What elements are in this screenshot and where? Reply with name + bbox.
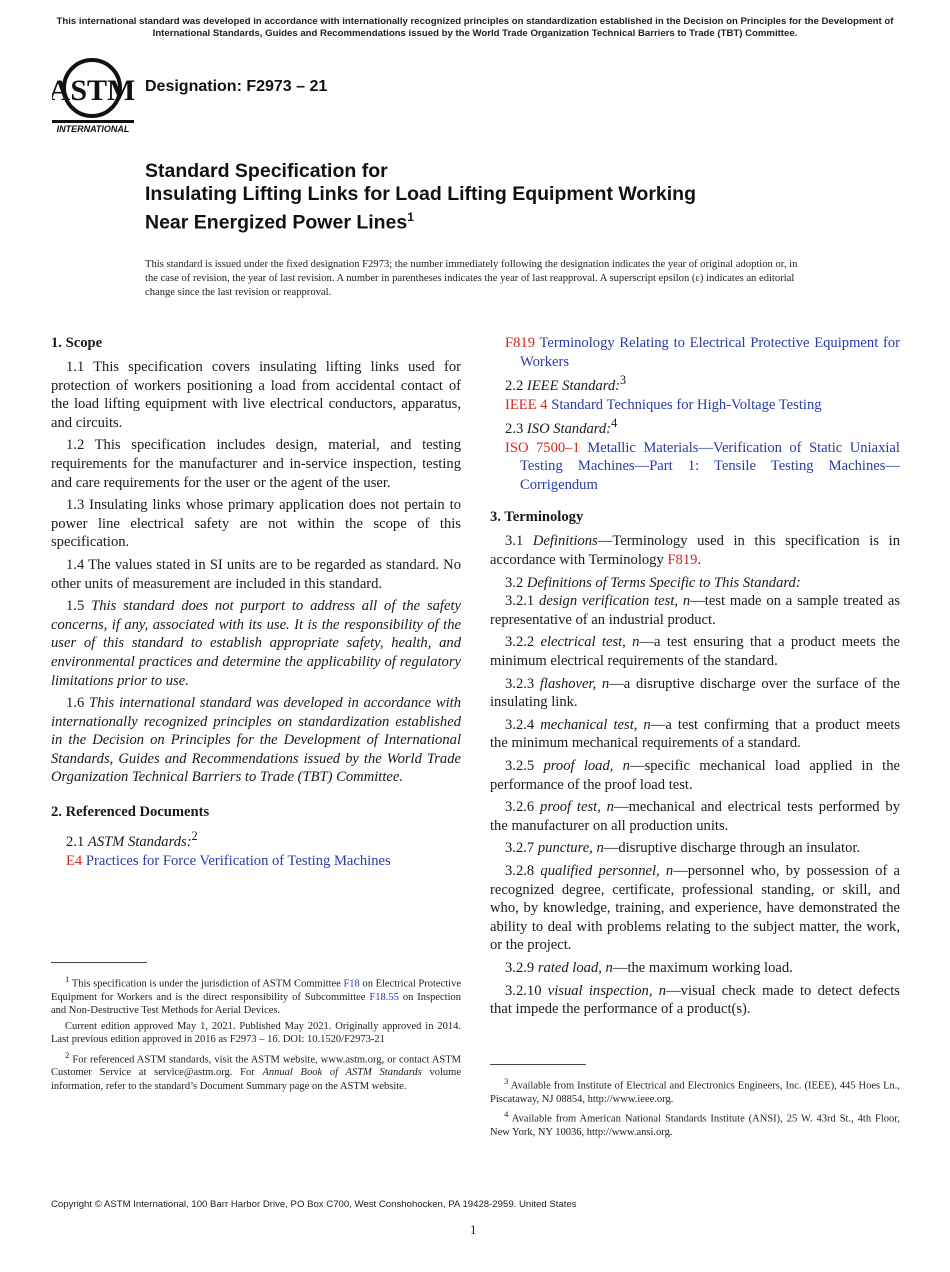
- definition-term: proof load, n: [543, 758, 630, 774]
- definition-item: [490, 675, 900, 712]
- definition-num: 3.2.3: [505, 675, 535, 692]
- definition-num: 3.2.2: [505, 634, 535, 651]
- para-1-1: 1.1 This specification covers insulating lifting links used for protection of workers positioning a load from accidental contact of the load lifting equipment with live electrical conductors, apparatus, and circuits.: [51, 359, 461, 431]
- d31-num: 3.1: [505, 533, 524, 550]
- para-1-2: 1.2 This specification includes design, material, and testing requirements for the manufacturer and in-service inspection, testing and care requirements for the user or the agent of the user.: [51, 437, 461, 491]
- fn2-a: For referenced ASTM standards, visit the ASTM website, www.astm.org, or contact ASTM Customer Service at service@astm.org. For: [51, 1054, 462, 1079]
- ref-e4[interactable]: [51, 852, 461, 871]
- astm-standards-label: [51, 827, 461, 851]
- definition-term: qualified personnel, n: [540, 862, 674, 879]
- para-3-2: [490, 574, 900, 593]
- designation: Designation: F2973 – 21: [145, 78, 328, 95]
- ref-f819-title[interactable]: Terminology Relating to Electrical Protective Equipment for Workers: [520, 335, 900, 370]
- ref-f819-code[interactable]: F819: [505, 335, 536, 351]
- definition-text: —a test confirming that a product meets the minimum mechanical requirements of a standard.: [490, 716, 900, 752]
- definition-item: [490, 757, 900, 794]
- fn4-mark: 4: [504, 1109, 509, 1120]
- definition-num: 3.2.6: [505, 799, 535, 816]
- title-line-3: Near Energized Power Lines: [145, 211, 408, 234]
- para-1-5: [51, 597, 461, 690]
- footnote-divider-right: [490, 1064, 586, 1065]
- definition-term: electrical test, n: [540, 634, 640, 651]
- title-line-1: Standard Specification for: [145, 160, 388, 182]
- definition-text: —disruptive discharge through an insulator.: [603, 840, 861, 857]
- issued-under-note: This standard is issued under the fixed designation F2973; the number immediately following the designation indicates the year of original adoption or, in the case of revision, the year of last revision. A number in parentheses indicates the year of last reapproval. A superscript epsilon (ε) indicates an editorial change since the last revision or reapproval.: [145, 259, 798, 298]
- title-footnote-mark: 1: [407, 210, 414, 224]
- section-referenced-heading: 2. Referenced Documents: [51, 804, 210, 821]
- ieee-fn-mark: 3: [620, 373, 627, 388]
- section-scope-heading: 1. Scope: [51, 335, 103, 351]
- definition-num: 3.2.1: [505, 593, 535, 610]
- page-number: 1: [470, 1222, 477, 1237]
- para-1-6-num: 1.6: [66, 695, 85, 712]
- definition-item: [490, 839, 900, 858]
- footnote-3: [490, 1075, 900, 1106]
- standards-notice: This international standard was developed in accordance with internationally recognized principles on standardization established in the Decision on Principles for the Development of International Standards, Guides and Recommendations issued by the World Trade Organization Technical Barriers to Trade (TBT) Committee.: [56, 16, 894, 39]
- astm-label: ASTM Standards:: [87, 833, 192, 850]
- ieee-num: 2.2: [505, 378, 524, 395]
- definition-num: 3.2.4: [505, 716, 535, 733]
- para-1-3: 1.3 Insulating links whose primary application does not pertain to power line electrical safety are not within the scope of this specification.: [51, 497, 461, 551]
- fn1-mark: 1: [65, 974, 70, 984]
- footnote-4: [490, 1108, 900, 1139]
- ieee-label: IEEE Standard:: [526, 378, 620, 395]
- ref-ieee4-code[interactable]: IEEE 4: [505, 396, 548, 413]
- definition-text: —personnel who, by possession of a recognized degree, certificate, professional standing, or skill, and who, by knowledge, training, and experience, have demonstrated the ability to deal with problems relating to the subject matter, the work, or the project.: [490, 862, 900, 954]
- definition-item: [490, 798, 900, 835]
- fn2-b: volume information, refer to the standard’s Document Summary page on the ASTM website.: [51, 1067, 462, 1092]
- ref-ieee4[interactable]: [490, 396, 900, 415]
- ref-iso7500[interactable]: [490, 439, 900, 495]
- para-1-6-text: This international standard was developed in accordance with internationally recognized principles on standardization established in the Decision on Principles for the Development of International Standards, Guides and Recommendations issued by the World Trade Organization Technical Barriers to Trade (TBT) Committee.: [51, 695, 462, 786]
- footnote-2: [51, 1049, 461, 1094]
- footnote-1: [51, 973, 461, 1018]
- para-1-5-num: 1.5: [66, 598, 85, 615]
- iso-standard-label: [490, 414, 900, 438]
- footnote-divider-left: [51, 962, 147, 963]
- fn1-link-f18[interactable]: F18: [343, 978, 360, 990]
- definition-text: —mechanical and electrical tests performed by the manufacturer on all production units.: [490, 799, 900, 834]
- definition-text: —test made on a sample treated as representative of an industrial product.: [490, 593, 900, 628]
- definition-text: —the maximum working load.: [612, 959, 793, 976]
- fn2-italic: Annual Book of ASTM Standards: [262, 1067, 422, 1079]
- para-1-5-text: This standard does not purport to address all of the safety concerns, if any, associated with its use. It is the responsibility of the user of this standard to establish appropriate safety, health, and environmental practices and determine the applicability of regulatory limitations prior to use.: [51, 598, 461, 689]
- right-column: [490, 334, 900, 1023]
- para-1-4: 1.4 The values stated in SI units are to be regarded as standard. No other units of measurement are included in this standard.: [51, 556, 461, 592]
- title-line-2: Insulating Lifting Links for Load Lifting Equipment Working: [145, 183, 697, 205]
- definition-item: [490, 592, 900, 629]
- iso-num: 2.3: [505, 421, 524, 438]
- fn1-b: on Electrical Protective Equipment for Workers and is the direct responsibility of Subcommittee: [51, 978, 462, 1003]
- section-terminology-heading: 3. Terminology: [490, 509, 584, 526]
- definition-term: visual inspection, n: [547, 982, 667, 999]
- footnotes-right: [490, 1075, 900, 1142]
- ref-iso-code[interactable]: ISO 7500–1: [505, 439, 580, 456]
- d31-link-f819[interactable]: F819: [667, 552, 698, 569]
- para-3-1: [490, 532, 900, 569]
- definition-term: flashover, n: [539, 675, 610, 692]
- document-title: [145, 160, 845, 235]
- fn2-mark: 2: [65, 1049, 70, 1060]
- definition-item: [490, 862, 900, 955]
- definition-term: mechanical test, n: [540, 716, 651, 733]
- ieee-standard-label: [490, 371, 900, 395]
- d31-end: .: [697, 552, 702, 569]
- footnotes-left: [51, 973, 461, 1095]
- svg-text:ASTM: ASTM: [52, 74, 136, 107]
- d31-term: Definitions: [532, 533, 598, 550]
- definition-term: proof test, n: [540, 799, 614, 816]
- definition-term: design verification test, n: [539, 593, 691, 610]
- astm-logo: [52, 56, 136, 134]
- definition-text: —visual check made to detect defects that impede the performance of a product(s).: [490, 982, 900, 1018]
- footnote-1-edition: Current edition approved May 1, 2021. Published May 2021. Originally approved in 2014. Last previous edition approved in 2016 as F2973 – 16. DOI: 10.1520/F2973-21: [51, 1020, 461, 1046]
- ref-f819[interactable]: [490, 334, 900, 371]
- fn3-mark: 3: [504, 1076, 509, 1086]
- definition-text: —specific mechanical load applied in the performance of the proof load test.: [490, 758, 900, 793]
- left-column: [51, 334, 461, 870]
- iso-label: ISO Standard:: [526, 421, 612, 438]
- definition-text: —a disruptive discharge over the surface of the insulating link.: [490, 675, 900, 711]
- definition-item: [490, 982, 900, 1019]
- astm-num: 2.1: [66, 833, 85, 850]
- astm-fn-mark: 2: [191, 829, 198, 844]
- d32-term: Definitions of Terms Specific to This Standard:: [526, 574, 801, 591]
- definition-num: 3.2.9: [505, 959, 535, 976]
- definition-term: puncture, n: [537, 840, 604, 857]
- fn1-a: This specification is under the jurisdiction of ASTM Committee: [71, 978, 341, 990]
- fn1-c: on Inspection and Non-Destructive Test Methods for Aerial Devices.: [51, 991, 461, 1017]
- definition-item: [490, 959, 900, 978]
- definition-list: [490, 592, 900, 1018]
- iso-fn-mark: 4: [611, 416, 618, 431]
- definition-num: 3.2.8: [505, 862, 535, 879]
- d32-num: 3.2: [505, 574, 524, 591]
- para-1-6: [51, 694, 461, 787]
- definition-num: 3.2.7: [505, 840, 535, 857]
- fn1-link-f1855[interactable]: F18.55: [369, 991, 399, 1003]
- definition-item: [490, 716, 900, 753]
- definition-num: 3.2.5: [505, 758, 535, 774]
- fn4-text: Available from American National Standards Institute (ANSI), 25 W. 43rd St., 4th Floor, New York, NY 10036, http://www.ansi.org.: [490, 1113, 901, 1139]
- fn3-text: Available from Institute of Electrical and Electronics Engineers, Inc. (IEEE), 445 Hoes Ln., Piscataway, NJ 08854, http://www.ieee.org.: [490, 1080, 900, 1105]
- d31-text: —Terminology used in this specification is in accordance with Terminology: [490, 533, 900, 569]
- ref-e4-code[interactable]: E4: [66, 852, 83, 869]
- copyright-line: Copyright © ASTM International, 100 Barr Harbor Drive, PO Box C700, West Conshohocken, PA 19428-2959. United States: [51, 1199, 577, 1210]
- ref-e4-title[interactable]: Practices for Force Verification of Testing Machines: [85, 852, 391, 869]
- logo-text: INTERNATIONAL: [56, 124, 130, 134]
- definition-text: —a test ensuring that a product meets the minimum electrical requirements of the standard.: [490, 634, 900, 670]
- definition-num: 3.2.10: [505, 982, 542, 999]
- ref-iso-title[interactable]: Metallic Materials—Verification of Static Uniaxial Testing Machines—Part 1: Tensile Testing Machines—Corrigendum: [520, 439, 900, 493]
- definition-term: rated load, n: [537, 959, 613, 976]
- ref-ieee4-title[interactable]: Standard Techniques for High-Voltage Testing: [551, 396, 822, 413]
- definition-item: [490, 633, 900, 670]
